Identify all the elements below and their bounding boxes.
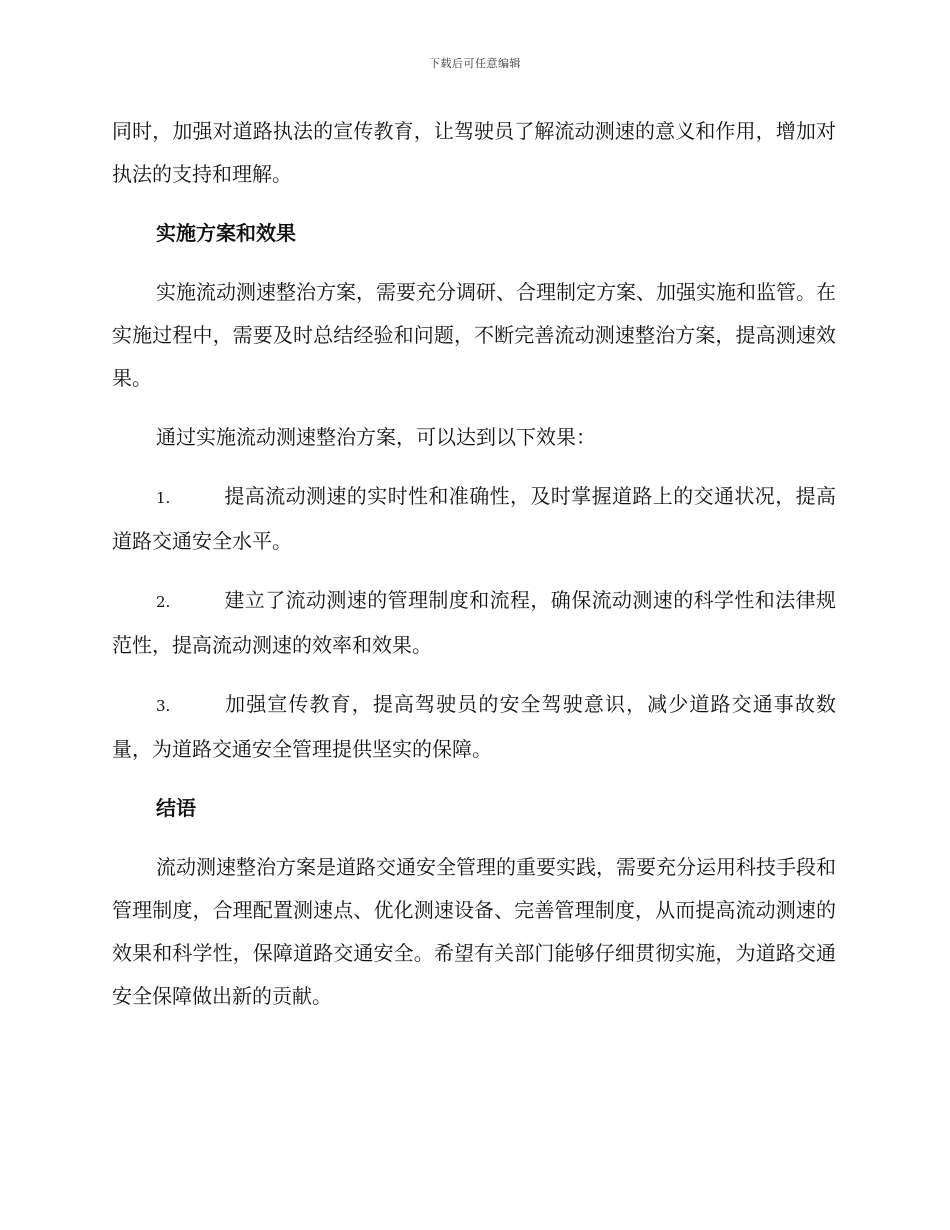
section-heading-implementation: 实施方案和效果 [156, 221, 296, 245]
document-body [112, 110, 836, 1034]
paragraph-conclusion: 流动测速整治方案是道路交通安全管理的重要实践，需要充分运用科技手段和管理制度，合理配置测速点、优化测速设备、完善管理制度，从而提高流动测速的效果和科学性，保障道路交通安全。希望有关部门能够仔细贯彻实施，为道路交通安全保障做出新的贡献。 [112, 855, 836, 1008]
list-item-text: 提高流动测速的实时性和准确性，及时掌握道路上的交通状况，提高道路交通安全水平。 [112, 484, 836, 553]
list-item [112, 579, 836, 667]
list-item-number: 1. [156, 489, 171, 507]
paragraph-implementation: 实施流动测速整治方案，需要充分调研、合理制定方案、加强实施和监管。在实施过程中，需要及时总结经验和问题，不断完善流动测速整治方案，提高测速效果。 [112, 280, 836, 390]
list-item-text: 建立了流动测速的管理制度和流程，确保流动测速的科学性和法律规范性，提高流动测速的效率和效果。 [112, 588, 836, 657]
page-header: 下载后可任意编辑 [429, 57, 521, 70]
list-item-number: 2. [156, 593, 171, 611]
paragraph-effects-intro: 通过实施流动测速整治方案，可以达到以下效果： [156, 425, 596, 449]
paragraph-enforcement-education: 同时，加强对道路执法的宣传教育，让驾驶员了解流动测速的意义和作用，增加对执法的支持和理解。 [112, 119, 836, 186]
list-item [112, 683, 836, 771]
list-item [112, 475, 836, 563]
section-heading-conclusion: 结语 [156, 796, 196, 820]
list-item-number: 3. [156, 697, 171, 715]
list-item-text: 加强宣传教育，提高驾驶员的安全驾驶意识，减少道路交通事故数量，为道路交通安全管理提供坚实的保障。 [112, 692, 836, 761]
